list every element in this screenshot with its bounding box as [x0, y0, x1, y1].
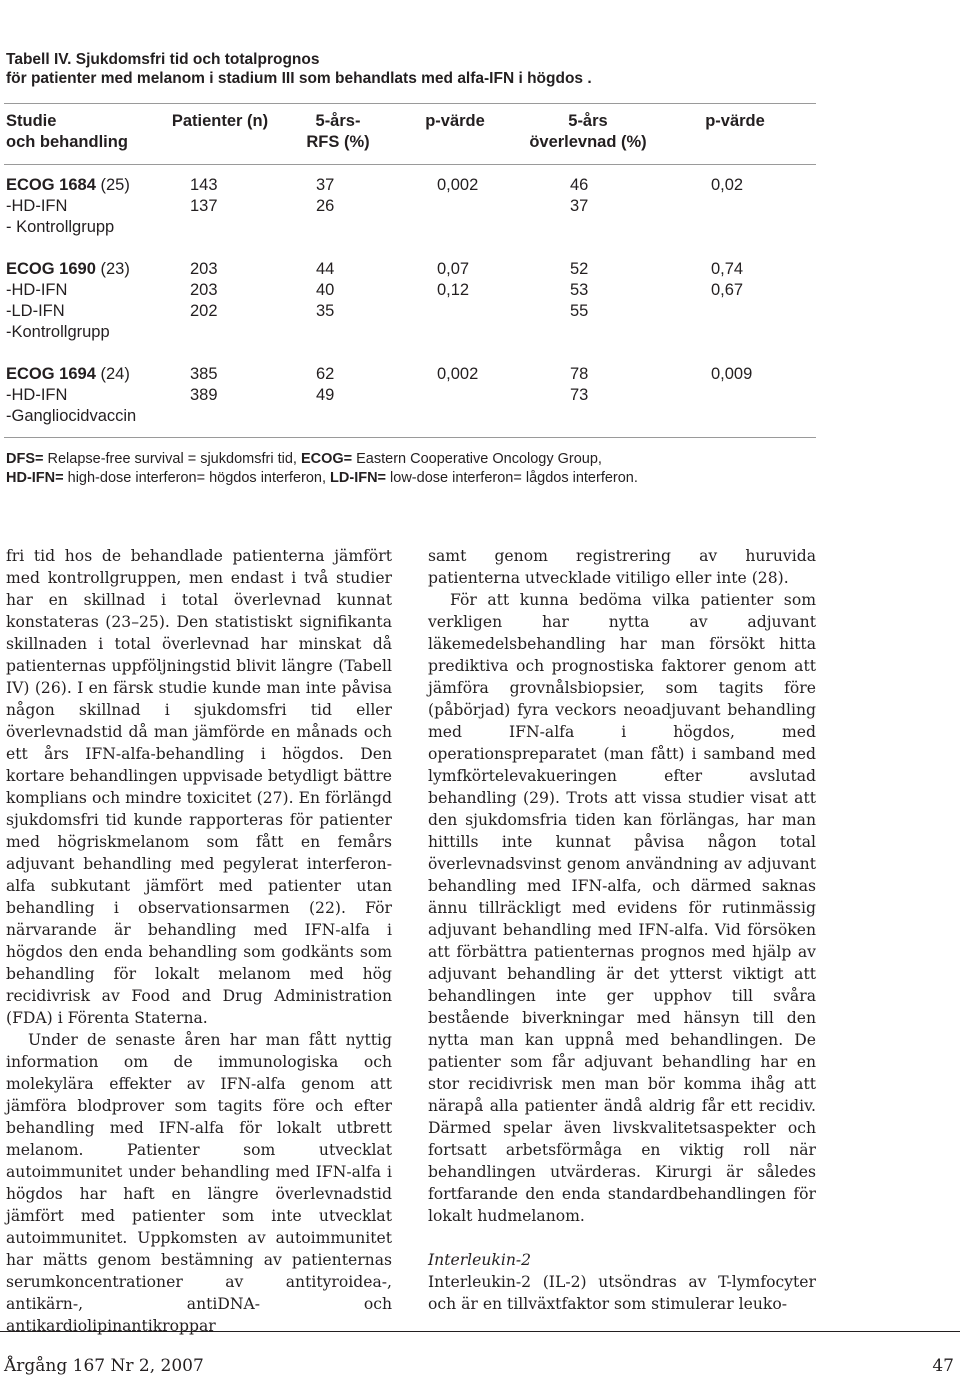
table-cell-n: 143 [190, 176, 218, 194]
table-cell-p2: 0,74 [711, 260, 744, 278]
table-cell-study [6, 364, 130, 385]
caption-line-2: för patienter med melanom i stadium III som behandlats med alfa-IFN i högdos . [6, 70, 592, 87]
right-paragraph-1: samt genom registrering av huruvida patienterna utvecklade vitiligo eller inte (28). [428, 547, 816, 587]
study-detail: (25) [95, 176, 130, 194]
header-study-line1: Studie [6, 112, 57, 130]
table-cell-p2: 0,67 [711, 281, 744, 299]
left-paragraph-2: Under de senaste åren har man fått nyttig information om de immunologiska och molekylära effekter av IFN-alfa genom att jämföra blodprover som tagits före och efter behandling med IFN-alfa för lokalt utbrett melanom. Patienter som utvecklat autoimmunitet under behandling med IFN-alfa i högdos har haft en längre överlevnadstid jämfört med patienter som inte utvecklat autoimmunitet. Uppkomsten av autoimmunitet har mätts genom bestämning av patienternas serumkoncentrationer av antityroidea-, antikärn-, antiDNA- och antikardiolipinantikroppar [6, 1031, 392, 1335]
table-cell-n: 385 [190, 365, 218, 383]
table-cell-n: 389 [190, 386, 218, 404]
table-cell-p2: 0,009 [711, 365, 753, 383]
footnote-dfs-text: Relapse-free survival = sjukdomsfri tid, [43, 451, 301, 467]
header-rfs-line2: RFS (%) [306, 133, 370, 151]
table-cell-os: 78 [570, 365, 589, 383]
study-detail: -HD-IFN [6, 197, 68, 215]
table-cell-study [6, 406, 136, 427]
table-cell-rfs: 26 [316, 197, 335, 215]
footnote-line-2 [6, 469, 638, 488]
footnote-ld-abbr: LD-IFN= [330, 470, 387, 486]
header-rfs [283, 111, 393, 153]
table-cell-study [6, 259, 130, 280]
table-cell-n: 137 [190, 197, 218, 215]
table-cell-study [6, 175, 130, 196]
table-cell-n: 202 [190, 302, 218, 320]
table-cell-rfs: 49 [316, 386, 335, 404]
header-survival-line1: 5-års [568, 112, 608, 130]
right-paragraph-2: För att kunna bedöma vilka patienter som verkligen har nytta av adjuvant läkemedelsbehandling har man försökt hitta prediktiva och prognostiska faktorer genom att jämföra grovnålsbiopsier, som tagits före (påbörjad) fyra veckors neoadjuvant behandling med IFN-alfa i högdos, med operationspreparatet (man fått) i samband med lymfkörtelevakueringen efter avslutad behandling (29). Trots att vissa studier visat att den sjukdomsfria tiden kan förlängas, har man hittills inte kunnat påvisa någon total överlevnadsvinst genom användning av adjuvant behandling med IFN-alfa, och därmed saknas ännu tillräckligt med evidens för rutinmässig adjuvant behandling med IFN-alfa. Vid försöken att förbättra patienternas prognos med hjälp av adjuvant behandling är det ytterst viktigt att behandlingen inte ger upphov till svåra bestående biverkningar med hänsyn till den nytta man kan uppnå med behandlingen. De patienter som får adjuvant behandling har en stor recidivrisk men man bör komma ihåg att närapå alla patienter ändå aldrig får ett recidiv. Därmed spelar även livskvalitetsaspekter och fortsatt arbetsförmåga en viktig roll när behandlingen utvärderas. Kirurgi är således fortfarande den enda standardbehandlingen för lokalt hudmelanom. [428, 591, 816, 1225]
header-survival [508, 111, 668, 153]
table-cell-n: 203 [190, 260, 218, 278]
body-column-left [6, 545, 392, 1337]
header-survival-line2: överlevnad (%) [529, 133, 647, 151]
header-study-line2: och behandling [6, 133, 128, 151]
table-cell-os: 73 [570, 386, 589, 404]
table-bottom-rule [4, 437, 816, 438]
table-cell-study [6, 385, 67, 406]
study-name: ECOG 1694 [6, 365, 96, 383]
left-paragraph-1: fri tid hos de behandlade patienterna jämfört med kontrollgruppen, men endast i två studier har en skillnad i total överlevnad kunnat konstateras (23–25). Den statistiskt signifikanta skillnaden i total överlevnad har minskat då patienternas uppföljningstid blivit längre (Tabell IV) (26). I en färsk studie kunde man inte påvisa någon skillnad i sjukdomsfri tid eller överlevnadstid då man jämförde en månads och ett års IFN-alfa-behandling i högdos. Den kortare behandlingen uppvisade betydligt bättre komplians och mindre toxicitet (27). En förlängd sjukdomsfri tid kunde rapporteras för patienter med högriskmelanom som fått en femårs adjuvant behandling med pegylerat interferon-alfa subkutant jämfört med patienter utan behandling i observationsarmen (22). För närvarande är behandling med IFN-alfa i högdos den enda behandling som godkänts som behandling för lokalt melanom med hög recidivrisk av Food and Drug Administration (FDA) i Förenta Staterna. [6, 547, 392, 1027]
footnote-ecog-text: Eastern Cooperative Oncology Group, [352, 451, 602, 467]
table-footnote [6, 450, 638, 488]
study-detail: -HD-IFN [6, 386, 68, 404]
journal-issue: Årgång 167 Nr 2, 2007 [4, 1356, 204, 1376]
footnote-ecog-abbr: ECOG= [300, 451, 353, 467]
table-cell-os: 46 [570, 176, 589, 194]
table-cell-study [6, 196, 67, 217]
footnote-hd-abbr: HD-IFN= [6, 470, 64, 486]
footnote-hd-text: high-dose interferon= högdos interferon, [63, 470, 331, 486]
table-cell-rfs: 40 [316, 281, 335, 299]
header-p-value-1: p-värde [425, 112, 485, 130]
caption-line-1: Tabell IV. Sjukdomsfri tid och totalprognos [6, 51, 320, 68]
study-detail: -LD-IFN [6, 302, 65, 320]
study-detail: (23) [95, 260, 130, 278]
table-top-rule [4, 103, 816, 104]
section-heading-interleukin: Interleukin-2 [428, 1251, 532, 1269]
study-detail: -Gangliocidvaccin [6, 407, 137, 425]
table-cell-os: 52 [570, 260, 589, 278]
study-detail: -HD-IFN [6, 281, 68, 299]
table-cell-os: 37 [570, 197, 589, 215]
header-p-value-2: p-värde [705, 112, 765, 130]
page-number: 47 [932, 1356, 954, 1376]
table-cell-study [6, 217, 114, 238]
right-paragraph-3: Interleukin-2 (IL-2) utsöndras av T-lymfocyter och är en tillväxtfaktor som stimulerar leuko- [428, 1273, 816, 1313]
table-cell-study [6, 322, 110, 343]
body-column-right [428, 545, 816, 1315]
study-detail: (24) [95, 365, 130, 383]
footnote-dfs-abbr: DFS= [6, 451, 44, 467]
table-cell-p1: 0,07 [437, 260, 470, 278]
table-cell-rfs: 37 [316, 176, 335, 194]
study-detail: -Kontrollgrupp [6, 323, 110, 341]
study-detail: - Kontrollgrupp [6, 218, 115, 236]
table-caption [6, 50, 906, 88]
header-study [6, 111, 128, 153]
table-cell-os: 55 [570, 302, 589, 320]
header-rfs-line1: 5-års- [315, 112, 361, 130]
table-cell-p1: 0,002 [437, 176, 479, 194]
table-cell-rfs: 35 [316, 302, 335, 320]
table-cell-os: 53 [570, 281, 589, 299]
table-cell-p2: 0,02 [711, 176, 744, 194]
footnote-ld-text: low-dose interferon= lågdos interferon. [386, 470, 638, 486]
table-cell-study [6, 301, 65, 322]
table-cell-study [6, 280, 67, 301]
table-cell-n: 203 [190, 281, 218, 299]
table-cell-rfs: 62 [316, 365, 335, 383]
footnote-line-1 [6, 450, 638, 469]
footer-rule [0, 1331, 960, 1332]
study-name: ECOG 1684 [6, 176, 96, 194]
table-cell-rfs: 44 [316, 260, 335, 278]
table-header-rule [4, 164, 816, 165]
table-cell-p1: 0,12 [437, 281, 470, 299]
study-name: ECOG 1690 [6, 260, 96, 278]
table-cell-p1: 0,002 [437, 365, 479, 383]
header-patients: Patienter (n) [171, 112, 269, 130]
